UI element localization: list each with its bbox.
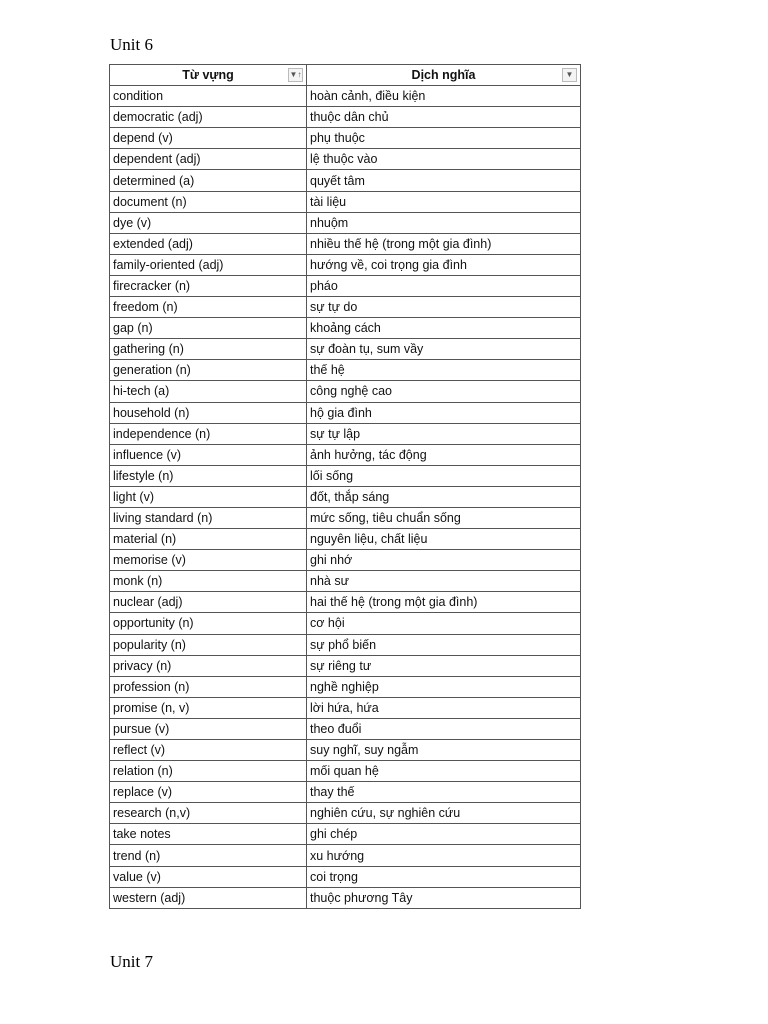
table-row: [110, 149, 581, 170]
vocab-meaning-cell: mối quan hệ: [307, 761, 581, 782]
vocab-word-cell: material (n): [110, 529, 307, 550]
vocab-meaning-cell: mức sống, tiêu chuẩn sống: [307, 507, 581, 528]
vocab-meaning-cell: hộ gia đình: [307, 402, 581, 423]
vocab-meaning-cell: suy nghĩ, suy ngẫm: [307, 740, 581, 761]
vocab-meaning-cell: nhiều thế hệ (trong một gia đình): [307, 233, 581, 254]
vocab-meaning-cell: thuộc dân chủ: [307, 107, 581, 128]
table-row: [110, 339, 581, 360]
vocab-meaning-cell: khoảng cách: [307, 318, 581, 339]
vocab-meaning-cell: sự tự lập: [307, 423, 581, 444]
vocab-word-cell: dye (v): [110, 212, 307, 233]
vocab-meaning-cell: lời hứa, hứa: [307, 697, 581, 718]
filter-dropdown-icon[interactable]: ▼: [562, 68, 577, 82]
vocab-meaning-cell: công nghệ cao: [307, 381, 581, 402]
vocab-meaning-cell: thế hệ: [307, 360, 581, 381]
vocab-meaning-cell: sự đoàn tụ, sum vầy: [307, 339, 581, 360]
vocab-word-cell: profession (n): [110, 676, 307, 697]
vocab-meaning-cell: lệ thuộc vào: [307, 149, 581, 170]
table-row: [110, 423, 581, 444]
table-row: [110, 676, 581, 697]
vocab-meaning-cell: lối sống: [307, 465, 581, 486]
table-row: [110, 360, 581, 381]
vocab-meaning-cell: hướng về, coi trọng gia đình: [307, 254, 581, 275]
table-row: [110, 613, 581, 634]
vocab-meaning-cell: nghiên cứu, sự nghiên cứu: [307, 803, 581, 824]
vocab-word-cell: generation (n): [110, 360, 307, 381]
table-row: [110, 233, 581, 254]
table-row: [110, 86, 581, 107]
vocab-word-cell: document (n): [110, 191, 307, 212]
table-row: [110, 845, 581, 866]
vocab-word-cell: family-oriented (adj): [110, 254, 307, 275]
table-row: [110, 592, 581, 613]
header-meaning-label: Dịch nghĩa: [411, 68, 476, 83]
vocab-word-cell: influence (v): [110, 444, 307, 465]
vocab-meaning-cell: hai thế hệ (trong một gia đình): [307, 592, 581, 613]
vocab-meaning-cell: tài liệu: [307, 191, 581, 212]
table-row: [110, 170, 581, 191]
table-row: [110, 275, 581, 296]
table-row: [110, 254, 581, 275]
vocab-word-cell: promise (n, v): [110, 697, 307, 718]
vocab-meaning-cell: xu hướng: [307, 845, 581, 866]
unit-7-heading: Unit 7: [110, 952, 153, 971]
table-row: [110, 381, 581, 402]
table-row: [110, 697, 581, 718]
table-header-row: [110, 65, 581, 86]
vocab-word-cell: monk (n): [110, 571, 307, 592]
vocab-meaning-cell: ảnh hưởng, tác động: [307, 444, 581, 465]
table-row: [110, 191, 581, 212]
vocab-meaning-cell: nhuộm: [307, 212, 581, 233]
vocab-word-cell: independence (n): [110, 423, 307, 444]
vocab-word-cell: opportunity (n): [110, 613, 307, 634]
table-row: [110, 824, 581, 845]
vocab-word-cell: condition: [110, 86, 307, 107]
vocab-meaning-cell: nghề nghiệp: [307, 676, 581, 697]
vocab-meaning-cell: phụ thuộc: [307, 128, 581, 149]
vocab-word-cell: determined (a): [110, 170, 307, 191]
vocab-word-cell: nuclear (adj): [110, 592, 307, 613]
vocab-meaning-cell: sự phổ biến: [307, 634, 581, 655]
vocab-meaning-cell: thuộc phương Tây: [307, 887, 581, 908]
header-meaning: [307, 65, 581, 86]
vocab-word-cell: relation (n): [110, 761, 307, 782]
vocab-word-cell: freedom (n): [110, 297, 307, 318]
vocab-meaning-cell: thay thế: [307, 782, 581, 803]
vocab-word-cell: extended (adj): [110, 233, 307, 254]
vocab-word-cell: western (adj): [110, 887, 307, 908]
table-row: [110, 318, 581, 339]
table-body: [110, 86, 581, 909]
vocab-meaning-cell: nguyên liệu, chất liệu: [307, 529, 581, 550]
vocab-word-cell: firecracker (n): [110, 275, 307, 296]
vocab-meaning-cell: quyết tâm: [307, 170, 581, 191]
table-row: [110, 444, 581, 465]
table-row: [110, 507, 581, 528]
vocab-word-cell: lifestyle (n): [110, 465, 307, 486]
vocabulary-table: [109, 64, 581, 909]
vocab-meaning-cell: coi trọng: [307, 866, 581, 887]
table-row: [110, 465, 581, 486]
table-row: [110, 128, 581, 149]
table-row: [110, 529, 581, 550]
sort-filter-icon[interactable]: ▼↑: [288, 68, 303, 82]
table-row: [110, 212, 581, 233]
table-row: [110, 655, 581, 676]
vocab-meaning-cell: đốt, thắp sáng: [307, 486, 581, 507]
vocab-word-cell: take notes: [110, 824, 307, 845]
header-vocabulary: [110, 65, 307, 86]
vocab-word-cell: pursue (v): [110, 718, 307, 739]
vocab-word-cell: dependent (adj): [110, 149, 307, 170]
vocab-word-cell: memorise (v): [110, 550, 307, 571]
vocab-word-cell: trend (n): [110, 845, 307, 866]
vocab-meaning-cell: nhà sư: [307, 571, 581, 592]
vocab-meaning-cell: sự riêng tư: [307, 655, 581, 676]
table-row: [110, 803, 581, 824]
table-row: [110, 550, 581, 571]
table-row: [110, 740, 581, 761]
vocab-word-cell: value (v): [110, 866, 307, 887]
table-row: [110, 887, 581, 908]
table-row: [110, 761, 581, 782]
vocab-word-cell: replace (v): [110, 782, 307, 803]
table-row: [110, 634, 581, 655]
vocab-word-cell: democratic (adj): [110, 107, 307, 128]
table-row: [110, 297, 581, 318]
table-row: [110, 782, 581, 803]
vocab-meaning-cell: hoàn cảnh, điều kiện: [307, 86, 581, 107]
vocab-word-cell: hi-tech (a): [110, 381, 307, 402]
vocab-word-cell: living standard (n): [110, 507, 307, 528]
vocab-word-cell: gap (n): [110, 318, 307, 339]
vocab-word-cell: privacy (n): [110, 655, 307, 676]
vocab-meaning-cell: ghi chép: [307, 824, 581, 845]
vocab-word-cell: reflect (v): [110, 740, 307, 761]
vocab-meaning-cell: pháo: [307, 275, 581, 296]
table-row: [110, 486, 581, 507]
vocab-word-cell: household (n): [110, 402, 307, 423]
vocab-word-cell: popularity (n): [110, 634, 307, 655]
table-row: [110, 107, 581, 128]
table-row: [110, 718, 581, 739]
table-row: [110, 571, 581, 592]
table-row: [110, 402, 581, 423]
header-vocabulary-label: Từ vựng: [182, 68, 234, 83]
vocab-word-cell: light (v): [110, 486, 307, 507]
vocab-meaning-cell: theo đuổi: [307, 718, 581, 739]
vocab-word-cell: gathering (n): [110, 339, 307, 360]
vocab-word-cell: research (n,v): [110, 803, 307, 824]
table-row: [110, 866, 581, 887]
unit-6-heading: Unit 6: [110, 35, 153, 54]
vocab-meaning-cell: sự tự do: [307, 297, 581, 318]
vocab-word-cell: depend (v): [110, 128, 307, 149]
vocab-meaning-cell: ghi nhớ: [307, 550, 581, 571]
vocab-meaning-cell: cơ hội: [307, 613, 581, 634]
